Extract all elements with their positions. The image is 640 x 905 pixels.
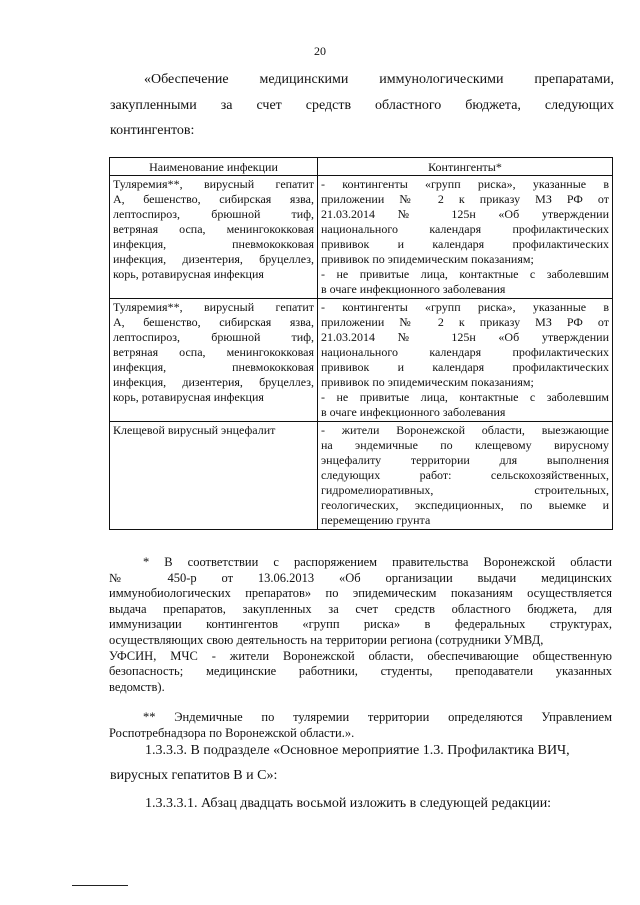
infection-text: инфекция, пневмококковая <box>113 237 314 251</box>
contingent-text: следующих работ: сельскохозяйственных, <box>321 468 609 482</box>
infection-text: Туляремия**, вирусный гепатит <box>113 300 314 314</box>
infection-cell <box>110 422 318 530</box>
intro-line-1: «Обеспечение медицинскими иммунологическими препаратами, <box>144 72 614 87</box>
infection-text: Туляремия**, вирусный гепатит <box>113 177 314 191</box>
contingent-cell <box>318 422 613 530</box>
footnote-line: осуществляющих свою деятельность на территории региона (сотрудники УМВД, <box>109 632 544 647</box>
infection-text: А, бешенство, сибирская язва, <box>113 315 314 329</box>
footer-rule <box>72 885 128 886</box>
intro-line-3: контингентов: <box>110 123 195 138</box>
footnote-2 <box>109 710 612 741</box>
table-row <box>110 299 613 422</box>
footnote-line: * В соответствии с распоряжением правительства Воронежской области <box>143 555 612 569</box>
contingent-text: 21.03.2014 № 125н «Об утверждении <box>321 207 609 221</box>
contingent-text: национального календаря профилактических <box>321 345 609 359</box>
footnote-line: безопасность; медицинские работники, студенты, преподаватели указанных <box>109 664 612 679</box>
infection-text: инфекция, пневмококковая <box>113 360 314 374</box>
contingent-text: геологических, экспедиционных, по выемке и <box>321 498 609 512</box>
infection-text: корь, ротавирусная инфекция <box>113 390 264 404</box>
contingent-text: энцефалиту территории для выполнения <box>321 453 609 467</box>
infection-text: ветряная оспа, менингококковая <box>113 222 314 236</box>
footnote-line: ведомств). <box>109 679 165 694</box>
table-header-row <box>110 158 613 176</box>
contingent-text: прививок по эпидемическим показаниям; <box>321 375 534 389</box>
paragraph-1-3-3-3 <box>110 743 614 793</box>
intro-line-2: закупленными за счет средств областного бюджета, следующих <box>110 98 614 113</box>
contingents-table <box>109 157 613 530</box>
infection-text: лептоспироз, брюшной тиф, <box>113 207 314 221</box>
page-number: 20 <box>314 44 326 58</box>
contingent-text: прививок и календаря профилактических <box>321 237 609 251</box>
contingent-text: - не привитые лица, контактные с заболевшим <box>321 390 609 404</box>
intro-paragraph <box>110 72 614 142</box>
paragraph-1-3-3-3-1 <box>110 796 614 820</box>
contingent-cell <box>318 176 613 299</box>
contingent-text: прививок и календаря профилактических <box>321 360 609 374</box>
header-contingents: Контингенты* <box>318 158 613 176</box>
table-row <box>110 176 613 299</box>
footnote-line: № 450-р от 13.06.2013 «Об организации выдачи медицинских <box>109 570 612 585</box>
infection-text: лептоспироз, брюшной тиф, <box>113 330 314 344</box>
infection-text: ветряная оспа, менингококковая <box>113 345 314 359</box>
infection-text: корь, ротавирусная инфекция <box>113 267 264 281</box>
contingent-text: - контингенты «групп риска», указанные в <box>321 177 609 191</box>
footnote-line: ** Эндемичные по туляремии территории определяются Управлением <box>143 710 612 724</box>
table-row <box>110 422 613 530</box>
para2-line-1: 1.3.3.3.1. Абзац двадцать восьмой изложить в следующей редакции: <box>145 796 552 811</box>
contingent-text: 21.03.2014 № 125н «Об утверждении <box>321 330 609 344</box>
contingent-cell <box>318 299 613 422</box>
contingent-text: приложении № 2 к приказу МЗ РФ от <box>321 315 609 329</box>
contingent-text: - не привитые лица, контактные с заболевшим <box>321 267 609 281</box>
contingent-text: на эндемичные по клещевому вирусному <box>321 438 609 452</box>
infection-cell <box>110 176 318 299</box>
contingent-text: национального календаря профилактических <box>321 222 609 236</box>
footnote-line: УФСИН, МЧС - жители Воронежской области, обеспечивающие общественную <box>109 648 612 663</box>
contingent-text: гидромелиоративных, строительных, <box>321 483 609 497</box>
contingent-text: - контингенты «групп риска», указанные в <box>321 300 609 314</box>
infection-text: инфекция, дизентерия, бруцеллез, <box>113 252 314 266</box>
footnote-line: иммунобиологических препаратов» по эпидемическим показаниям осуществляется <box>109 586 612 601</box>
para1-line-2: вирусных гепатитов В и С»: <box>110 768 278 783</box>
header-infection: Наименование инфекции <box>110 158 318 176</box>
footnote-line: Роспотребнадзора по Воронежской области.». <box>109 725 355 740</box>
infection-text: Клещевой вирусный энцефалит <box>113 423 276 437</box>
infection-text: инфекция, дизентерия, бруцеллез, <box>113 375 314 389</box>
footnote-line: выдача препаратов, закупленных за счет средств областного бюджета, для <box>109 601 612 616</box>
contingent-text: приложении № 2 к приказу МЗ РФ от <box>321 192 609 206</box>
footnote-1 <box>109 555 612 695</box>
footnote-line: иммунизации контингентов «групп риска» в федеральных структурах, <box>109 617 612 632</box>
contingent-text: прививок по эпидемическим показаниям; <box>321 252 534 266</box>
contingent-text: - жители Воронежской области, выезжающие <box>321 423 609 437</box>
contingent-text: в очаге инфекционного заболевания <box>321 405 506 419</box>
infection-cell <box>110 299 318 422</box>
contingent-text: перемещению грунта <box>321 513 431 527</box>
contingent-text: в очаге инфекционного заболевания <box>321 282 506 296</box>
infection-text: А, бешенство, сибирская язва, <box>113 192 314 206</box>
para1-line-1: 1.3.3.3. В подразделе «Основное мероприятие 1.3. Профилактика ВИЧ, <box>145 743 570 758</box>
